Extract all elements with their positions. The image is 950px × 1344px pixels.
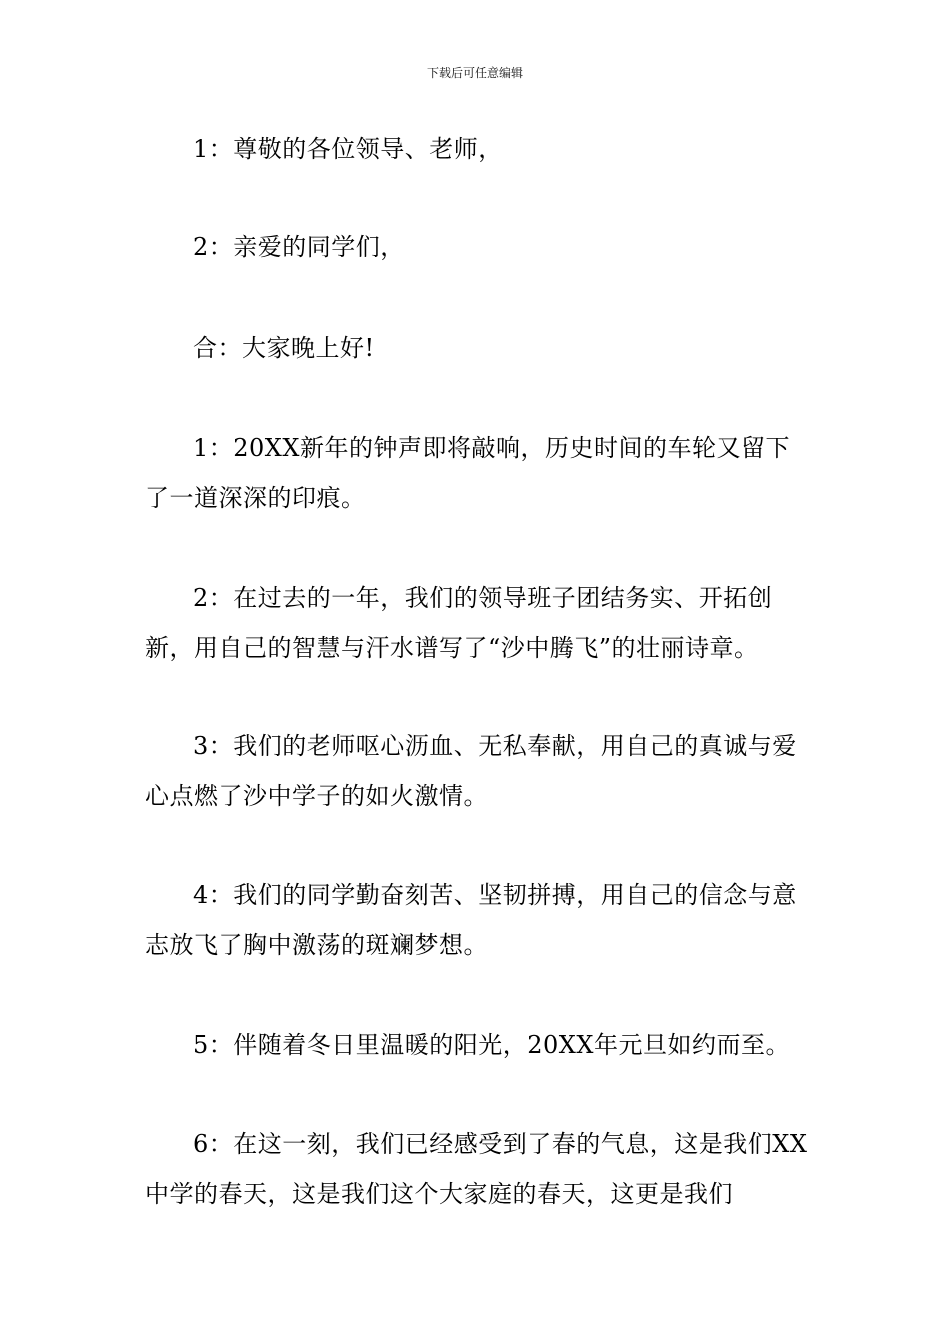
paragraph-2: 2：亲爱的同学们， <box>193 233 405 261</box>
paragraph-1: 1：尊敬的各位领导、老师， <box>193 135 503 163</box>
paragraph-5: 2：在过去的一年，我们的领导班子团结务实、开拓创新，用自己的智慧与汗水谱写了“沙中腾飞”的壮丽诗章。 <box>145 584 773 662</box>
page-header: 下载后可任意编辑 <box>426 66 523 80</box>
paragraph-4: 1：20XX新年的钟声即将敲响，历史时间的车轮又留下了一道深深的印痕。 <box>145 434 790 512</box>
paragraph-8: 5：伴随着冬日里温暖的阳光，20XX年元旦如约而至。 <box>193 1031 790 1059</box>
paragraph-6: 3：我们的老师呕心沥血、无私奉献，用自己的真诚与爱心点燃了沙中学子的如火激情。 <box>145 732 797 810</box>
paragraph-3: 合：大家晚上好! <box>193 334 375 362</box>
paragraph-9: 6：在这一刻，我们已经感受到了春的气息，这是我们XX中学的春天，这是我们这个大家庭的春天，这更是我们 <box>145 1130 808 1208</box>
paragraph-7: 4：我们的同学勤奋刻苦、坚韧拼搏，用自己的信念与意志放飞了胸中激荡的斑斓梦想。 <box>145 881 797 959</box>
